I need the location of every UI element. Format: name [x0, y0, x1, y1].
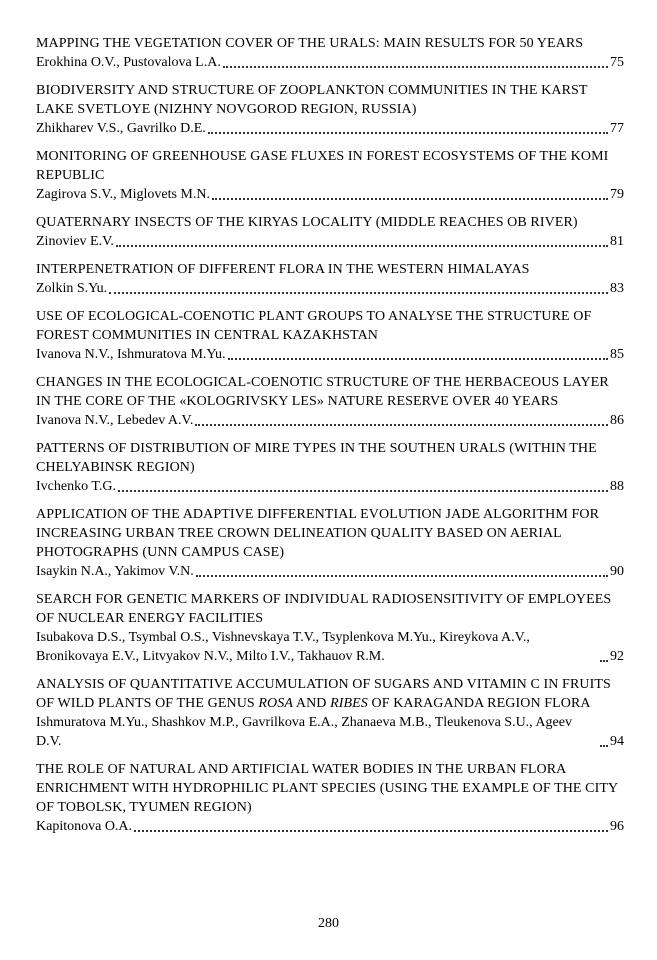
entry-title-segment: QUATERNARY INSECTS OF THE KIRYAS LOCALITY (MIDDLE REACHES OB RIVER) [36, 215, 578, 230]
entry-title-segment: PATTERNS OF DISTRIBUTION OF MIRE TYPES IN THE SOUTHEN URALS (WITHIN THE CHELYABINSK REGION) [36, 441, 597, 475]
entry-authors: Zhikharev V.S., Gavrilko D.E. [36, 121, 206, 136]
entry-authors-line [36, 232, 624, 251]
entry-title [36, 34, 624, 53]
entry-page-number: 86 [610, 413, 624, 428]
toc-entry [36, 147, 624, 204]
entry-page-number: 90 [610, 564, 624, 579]
entry-page-number: 88 [610, 479, 624, 494]
entry-title-segment: MAPPING THE VEGETATION COVER OF THE URALS: MAIN RESULTS FOR 50 YEARS [36, 36, 584, 51]
entry-title [36, 505, 624, 562]
entry-title [36, 760, 624, 817]
entry-authors: Ishmuratova M.Yu., Shashkov M.P., Gavrilkova E.A., Zhanaeva M.B., Tleukenova S.U., Ageev D.V. [36, 715, 572, 749]
entry-authors-line [36, 119, 624, 138]
dot-leader [223, 66, 608, 68]
dot-leader [134, 830, 608, 832]
entry-page-number: 79 [610, 187, 624, 202]
dot-leader [600, 745, 608, 747]
entry-title-segment: INTERPENETRATION OF DIFFERENT FLORA IN THE WESTERN HIMALAYAS [36, 262, 530, 277]
entry-title [36, 260, 624, 279]
toc-entry [36, 373, 624, 430]
entry-title [36, 81, 624, 119]
entry-title-segment: OF KARAGANDA REGION FLORA [367, 696, 591, 711]
entry-title-segment: BIODIVERSITY AND STRUCTURE OF ZOOPLANKTON COMMUNITIES IN THE KARST LAKE SVETLOYE (NIZHNY NOVGOROD REGION, RUSSIA) [36, 83, 588, 117]
entry-title-segment: APPLICATION OF THE ADAPTIVE DIFFERENTIAL EVOLUTION JADE ALGORITHM FOR INCREASING URBAN TREE CROWN DELINEATION QUALITY BASED ON AERIAL PHOTOGRAPHS (UNN CAMPUS CASE) [36, 507, 600, 560]
entry-title [36, 373, 624, 411]
entry-title [36, 439, 624, 477]
entry-title [36, 675, 624, 713]
entry-authors: Kapitonova O.A. [36, 819, 133, 834]
entry-authors-line [36, 345, 624, 364]
entry-title-italic-segment: RIBES [330, 696, 368, 711]
entry-authors: Ivanova N.V., Ishmuratova M.Yu. [36, 347, 226, 362]
toc-entry [36, 439, 624, 496]
entry-authors-line [36, 279, 624, 298]
entry-authors-line [36, 628, 624, 666]
entry-title-segment: ANALYSIS OF QUANTITATIVE ACCUMULATION OF SUGARS AND VITAMIN C IN FRUITS OF WILD PLANTS OF THE GENUS [36, 677, 611, 711]
entry-authors-line [36, 562, 624, 581]
entry-page-number: 94 [610, 734, 624, 749]
toc-entry [36, 307, 624, 364]
dot-leader [600, 660, 608, 662]
entry-page-number: 75 [610, 55, 624, 70]
entry-title-segment: THE ROLE OF NATURAL AND ARTIFICIAL WATER BODIES IN THE URBAN FLORA ENRICHMENT WITH HYDROPHILIC PLANT SPECIES (USING THE EXAMPLE OF THE CITY OF TOBOLSK, TYUMEN REGION) [36, 762, 618, 815]
toc-list [36, 34, 624, 836]
entry-title-segment: MONITORING OF GREENHOUSE GASE FLUXES IN FOREST ECOSYSTEMS OF THE KOMI REPUBLIC [36, 149, 609, 183]
dot-leader [208, 132, 608, 134]
dot-leader [228, 358, 609, 360]
toc-entry [36, 81, 624, 138]
toc-entry [36, 213, 624, 251]
dot-leader [195, 424, 608, 426]
page-footer-number: 280 [318, 916, 339, 931]
entry-title [36, 307, 624, 345]
toc-entry [36, 260, 624, 298]
entry-authors: Ivanova N.V., Lebedev A.V. [36, 413, 194, 428]
entry-title-segment: AND [293, 696, 331, 711]
dot-leader [109, 292, 608, 294]
entry-page-number: 96 [610, 819, 624, 834]
dot-leader [212, 198, 608, 200]
entry-authors: Ivchenko T.G. [36, 479, 116, 494]
entry-page-number: 83 [610, 281, 624, 296]
entry-title-segment: SEARCH FOR GENETIC MARKERS OF INDIVIDUAL RADIOSENSITIVITY OF EMPLOYEES OF NUCLEAR ENERGY FACILITIES [36, 592, 612, 626]
entry-title [36, 590, 624, 628]
entry-authors: Erokhina O.V., Pustovalova L.A. [36, 55, 221, 70]
entry-authors: Zinoviev E.V. [36, 234, 114, 249]
entry-title [36, 213, 624, 232]
dot-leader [196, 575, 608, 577]
entry-title [36, 147, 624, 185]
toc-entry [36, 675, 624, 751]
toc-entry [36, 34, 624, 72]
dot-leader [118, 490, 608, 492]
entry-page-number: 85 [610, 347, 624, 362]
entry-authors: Zagirova S.V., Miglovets M.N. [36, 187, 210, 202]
entry-authors-line [36, 477, 624, 496]
entry-authors: Isubakova D.S., Tsymbal O.S., Vishnevskaya T.V., Tsyplenkova M.Yu., Kireykova A.V., Bronikovaya E.V., Litvyakov N.V., Milto I.V., Takhauov R.M. [36, 630, 530, 664]
entry-title-italic-segment: ROSA [258, 696, 294, 711]
toc-entry [36, 590, 624, 666]
dot-leader [116, 245, 608, 247]
entry-authors-line [36, 53, 624, 72]
entry-title-segment: USE OF ECOLOGICAL-COENOTIC PLANT GROUPS TO ANALYSE THE STRUCTURE OF FOREST COMMUNITIES IN CENTRAL KAZAKHSTAN [36, 309, 592, 343]
entry-authors-line [36, 817, 624, 836]
entry-authors-line [36, 185, 624, 204]
entry-page-number: 77 [610, 121, 624, 136]
entry-authors: Zolkin S.Yu. [36, 281, 108, 296]
toc-entry [36, 760, 624, 836]
toc-entry [36, 505, 624, 581]
entry-authors-line [36, 411, 624, 430]
entry-authors: Isaykin N.A., Yakimov V.N. [36, 564, 194, 579]
entry-authors-line [36, 713, 624, 751]
entry-page-number: 92 [610, 649, 624, 664]
entry-title-segment: CHANGES IN THE ECOLOGICAL-COENOTIC STRUCTURE OF THE HERBACEOUS LAYER IN THE CORE OF THE «KOLOGRIVSKY LES» NATURE RESERVE OVER 40 YEARS [36, 375, 609, 409]
entry-page-number: 81 [610, 234, 624, 249]
